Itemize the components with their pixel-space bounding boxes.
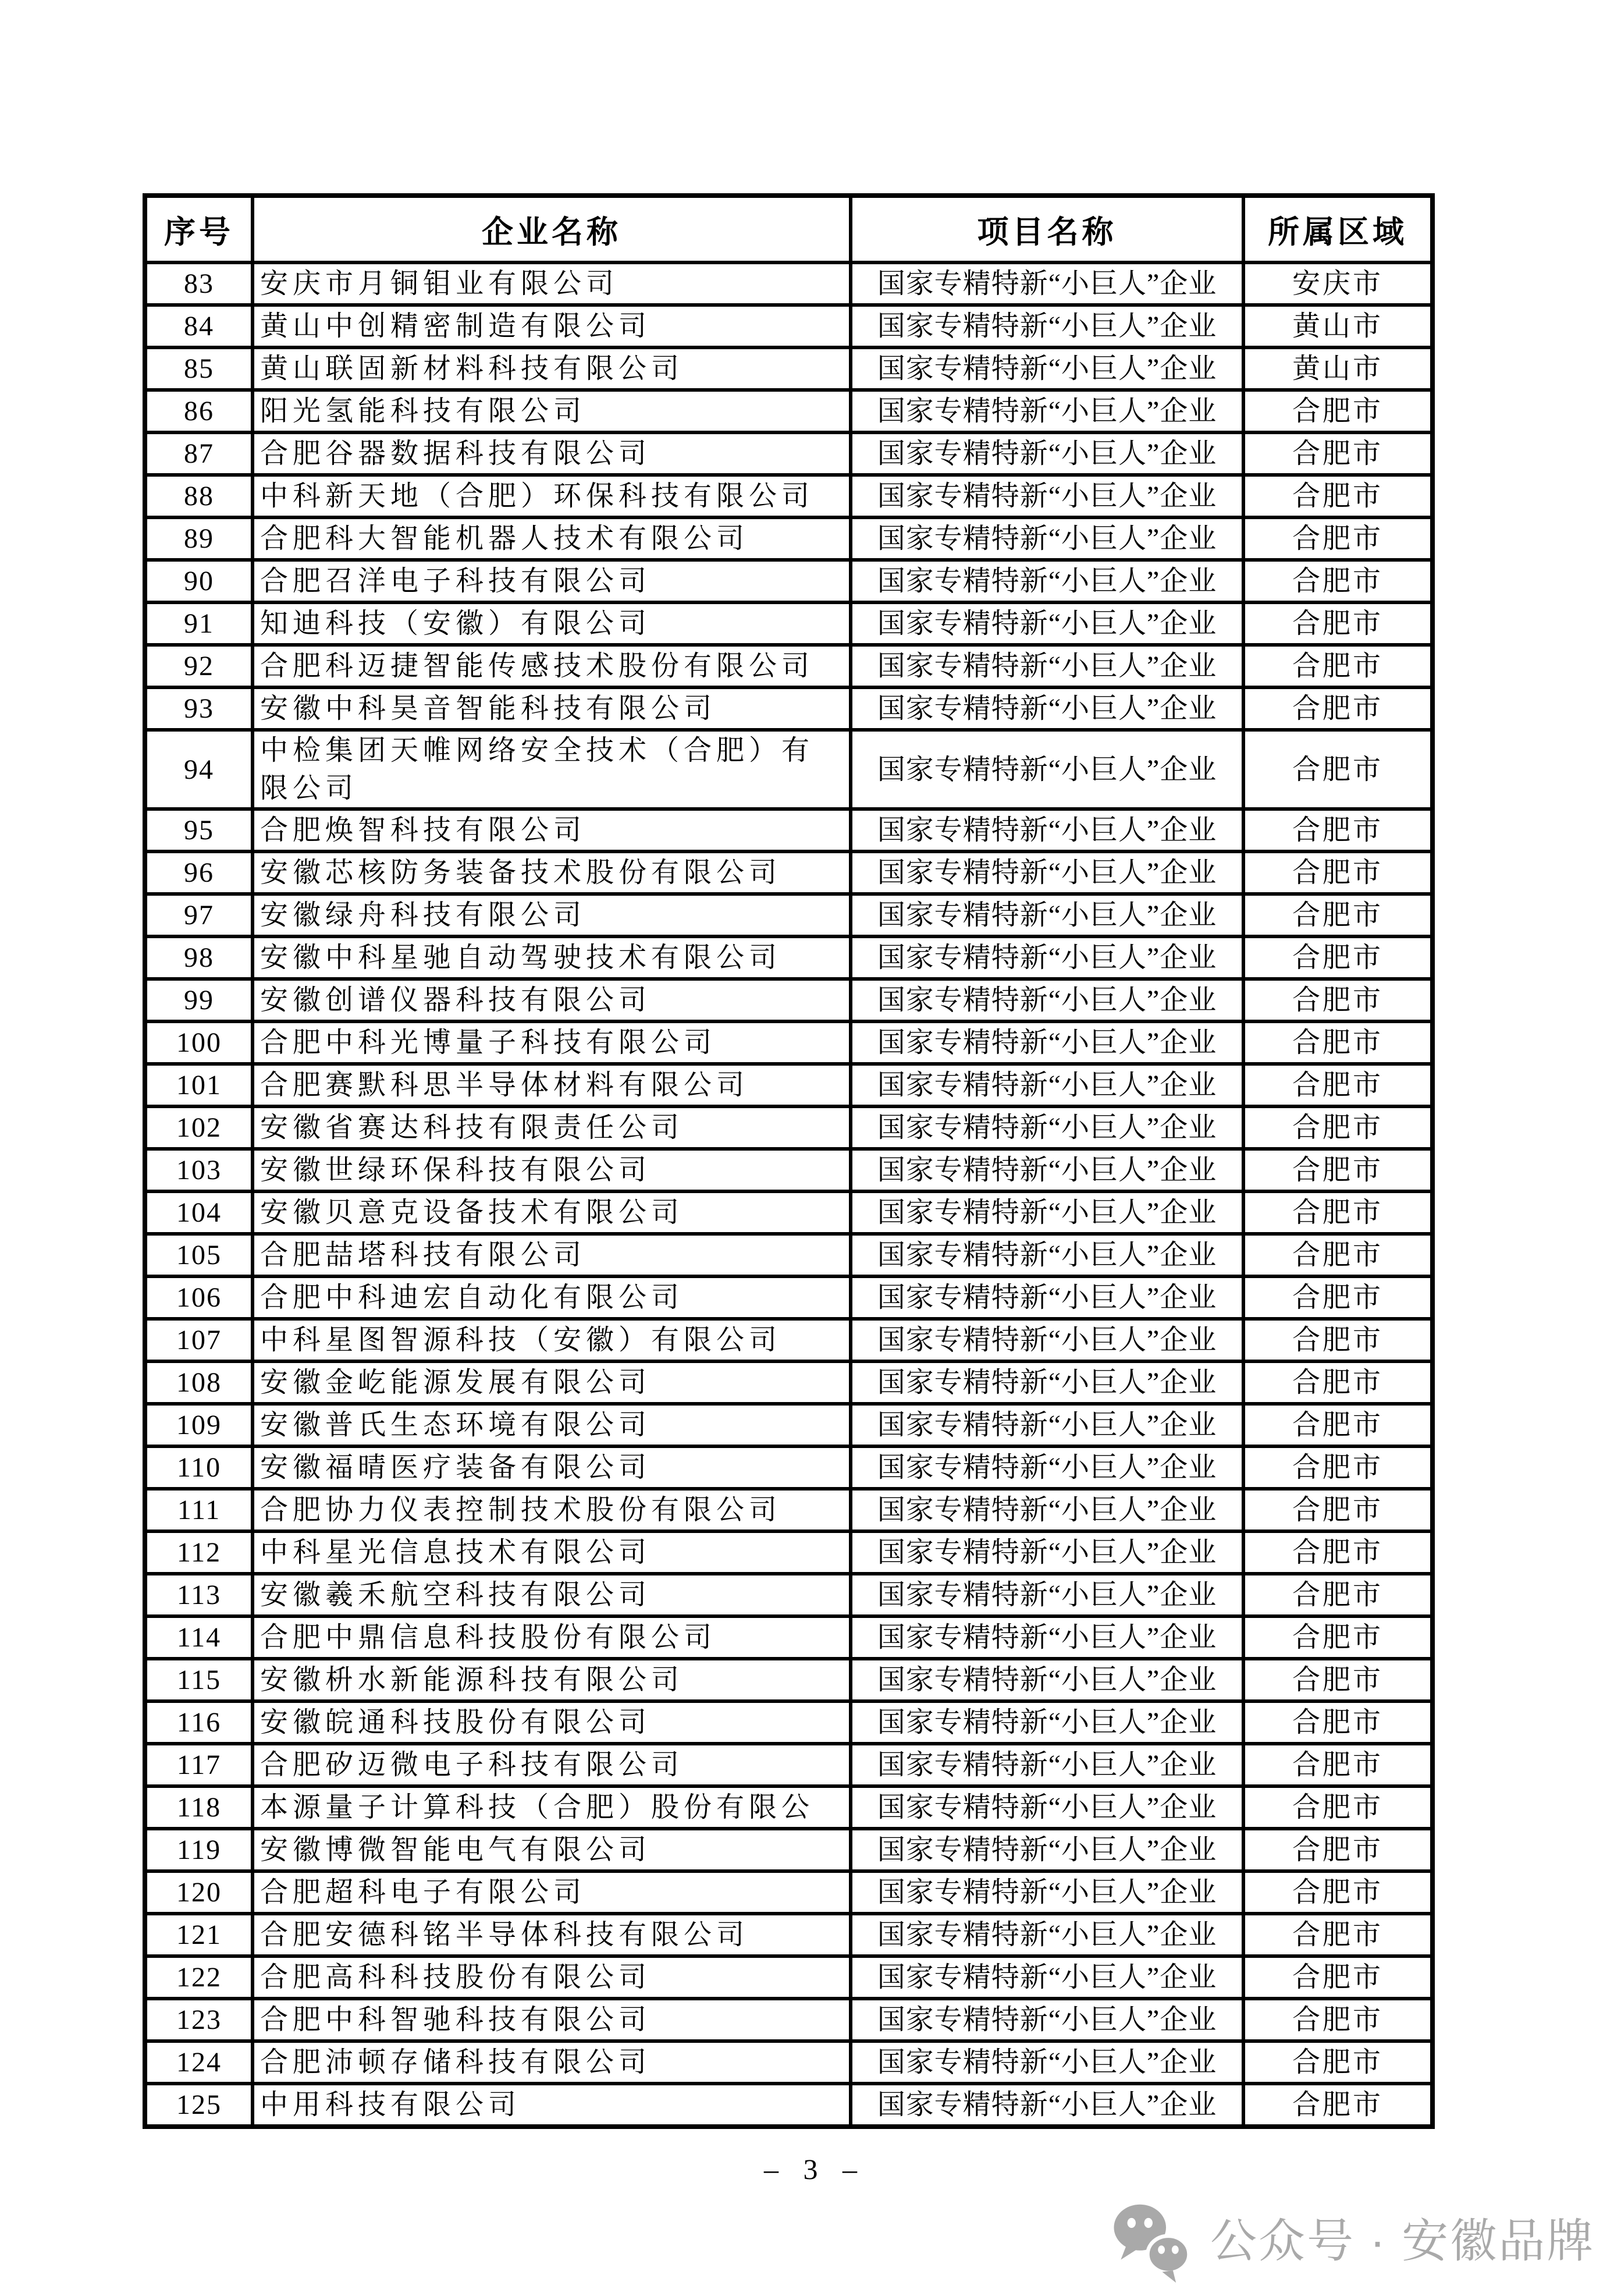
cell-region: 黄山市 (1243, 347, 1432, 390)
cell-region: 合肥市 (1243, 1786, 1432, 1829)
cell-region: 合肥市 (1243, 1191, 1432, 1234)
cell-project: 国家专精特新“小巨人”企业 (851, 1744, 1243, 1786)
cell-no: 88 (145, 475, 253, 517)
cell-company: 安徽贝意克设备技术有限公司 (253, 1191, 851, 1234)
table-row (145, 262, 1432, 305)
cell-project: 国家专精特新“小巨人”企业 (851, 1361, 1243, 1404)
cell-company: 安徽中科昊音智能科技有限公司 (253, 687, 851, 730)
table-row (145, 390, 1432, 432)
cell-no: 84 (145, 305, 253, 347)
cell-project: 国家专精特新“小巨人”企业 (851, 1659, 1243, 1701)
table-row (145, 1956, 1432, 1999)
table-row (145, 936, 1432, 979)
cell-company: 黄山中创精密制造有限公司 (253, 305, 851, 347)
cell-project: 国家专精特新“小巨人”企业 (851, 894, 1243, 936)
table-row (145, 1191, 1432, 1234)
cell-project: 国家专精特新“小巨人”企业 (851, 687, 1243, 730)
cell-project: 国家专精特新“小巨人”企业 (851, 1404, 1243, 1446)
cell-company: 安徽中科星驰自动驾驶技术有限公司 (253, 936, 851, 979)
table-row (145, 2084, 1432, 2127)
cell-no: 103 (145, 1149, 253, 1191)
header-region: 所属区域 (1243, 196, 1432, 262)
table-row (145, 432, 1432, 475)
cell-project: 国家专精特新“小巨人”企业 (851, 1999, 1243, 2041)
cell-region: 黄山市 (1243, 305, 1432, 347)
cell-region: 合肥市 (1243, 1956, 1432, 1999)
cell-project: 国家专精特新“小巨人”企业 (851, 979, 1243, 1021)
table-row (145, 1234, 1432, 1276)
cell-project: 国家专精特新“小巨人”企业 (851, 1489, 1243, 1531)
table-row (145, 1744, 1432, 1786)
table-row (145, 1489, 1432, 1531)
cell-company: 安徽羲禾航空科技有限公司 (253, 1574, 851, 1616)
cell-project: 国家专精特新“小巨人”企业 (851, 851, 1243, 894)
cell-region: 安庆市 (1243, 262, 1432, 305)
cell-no: 118 (145, 1786, 253, 1829)
wechat-icon (1105, 2195, 1197, 2287)
table-row (145, 1149, 1432, 1191)
cell-project: 国家专精特新“小巨人”企业 (851, 730, 1243, 809)
cell-no: 123 (145, 1999, 253, 2041)
cell-no: 95 (145, 809, 253, 851)
table-row (145, 1021, 1432, 1064)
cell-region: 合肥市 (1243, 1616, 1432, 1659)
cell-project: 国家专精特新“小巨人”企业 (851, 936, 1243, 979)
cell-no: 117 (145, 1744, 253, 1786)
cell-no: 91 (145, 602, 253, 645)
table-row (145, 1361, 1432, 1404)
cell-company: 安庆市月铜钼业有限公司 (253, 262, 851, 305)
cell-no: 124 (145, 2041, 253, 2084)
table-row (145, 305, 1432, 347)
header-serial-number: 序号 (145, 196, 253, 262)
cell-region: 合肥市 (1243, 1106, 1432, 1149)
table-row (145, 687, 1432, 730)
table-row (145, 730, 1432, 809)
cell-region: 合肥市 (1243, 1914, 1432, 1956)
cell-region: 合肥市 (1243, 1744, 1432, 1786)
table-row (145, 517, 1432, 560)
cell-project: 国家专精特新“小巨人”企业 (851, 1701, 1243, 1744)
cell-region: 合肥市 (1243, 1234, 1432, 1276)
cell-no: 99 (145, 979, 253, 1021)
cell-project: 国家专精特新“小巨人”企业 (851, 1149, 1243, 1191)
cell-company: 合肥中科迪宏自动化有限公司 (253, 1276, 851, 1319)
cell-project: 国家专精特新“小巨人”企业 (851, 1914, 1243, 1956)
cell-region: 合肥市 (1243, 1574, 1432, 1616)
cell-region: 合肥市 (1243, 1064, 1432, 1106)
cell-region: 合肥市 (1243, 1319, 1432, 1361)
cell-region: 合肥市 (1243, 687, 1432, 730)
watermark-text: 公众号 · 安徽品牌 (1210, 2215, 1595, 2267)
cell-no: 107 (145, 1319, 253, 1361)
cell-company: 合肥高科科技股份有限公司 (253, 1956, 851, 1999)
cell-no: 114 (145, 1616, 253, 1659)
cell-company: 合肥中科光博量子科技有限公司 (253, 1021, 851, 1064)
cell-no: 85 (145, 347, 253, 390)
cell-no: 108 (145, 1361, 253, 1404)
cell-project: 国家专精特新“小巨人”企业 (851, 475, 1243, 517)
cell-no: 98 (145, 936, 253, 979)
cell-project: 国家专精特新“小巨人”企业 (851, 390, 1243, 432)
cell-company: 安徽芯核防务装备技术股份有限公司 (253, 851, 851, 894)
cell-project: 国家专精特新“小巨人”企业 (851, 1106, 1243, 1149)
cell-project: 国家专精特新“小巨人”企业 (851, 1871, 1243, 1914)
cell-company: 合肥中鼎信息科技股份有限公司 (253, 1616, 851, 1659)
cell-company: 安徽创谱仪器科技有限公司 (253, 979, 851, 1021)
cell-project: 国家专精特新“小巨人”企业 (851, 1234, 1243, 1276)
table-body (145, 262, 1432, 2127)
cell-no: 94 (145, 730, 253, 809)
cell-no: 100 (145, 1021, 253, 1064)
cell-project: 国家专精特新“小巨人”企业 (851, 347, 1243, 390)
cell-company: 合肥协力仪表控制技术股份有限公司 (253, 1489, 851, 1531)
cell-company: 安徽普氏生态环境有限公司 (253, 1404, 851, 1446)
table-row (145, 475, 1432, 517)
cell-region: 合肥市 (1243, 851, 1432, 894)
cell-project: 国家专精特新“小巨人”企业 (851, 262, 1243, 305)
cell-project: 国家专精特新“小巨人”企业 (851, 1574, 1243, 1616)
cell-no: 121 (145, 1914, 253, 1956)
table-row (145, 1531, 1432, 1574)
cell-region: 合肥市 (1243, 1659, 1432, 1701)
table-row (145, 1574, 1432, 1616)
header-project-name: 项目名称 (851, 196, 1243, 262)
cell-project: 国家专精特新“小巨人”企业 (851, 809, 1243, 851)
table-row (145, 602, 1432, 645)
cell-project: 国家专精特新“小巨人”企业 (851, 1319, 1243, 1361)
cell-region: 合肥市 (1243, 1489, 1432, 1531)
table-row (145, 1701, 1432, 1744)
cell-no: 105 (145, 1234, 253, 1276)
cell-no: 87 (145, 432, 253, 475)
cell-company: 合肥赛默科思半导体材料有限公司 (253, 1064, 851, 1106)
cell-region: 合肥市 (1243, 602, 1432, 645)
cell-region: 合肥市 (1243, 1999, 1432, 2041)
page-number: – 3 – (764, 2153, 857, 2185)
table-row (145, 645, 1432, 687)
cell-company: 安徽福晴医疗装备有限公司 (253, 1446, 851, 1489)
header-company-name: 企业名称 (253, 196, 851, 262)
table-row (145, 347, 1432, 390)
cell-company: 合肥焕智科技有限公司 (253, 809, 851, 851)
cell-region: 合肥市 (1243, 1829, 1432, 1871)
cell-region: 合肥市 (1243, 979, 1432, 1021)
cell-project: 国家专精特新“小巨人”企业 (851, 517, 1243, 560)
cell-project: 国家专精特新“小巨人”企业 (851, 2041, 1243, 2084)
table-row (145, 1659, 1432, 1701)
table-row (145, 1404, 1432, 1446)
cell-project: 国家专精特新“小巨人”企业 (851, 645, 1243, 687)
table-header-row (145, 196, 1432, 262)
table-row (145, 1064, 1432, 1106)
table-row (145, 1106, 1432, 1149)
table-row (145, 1616, 1432, 1659)
table-row (145, 1914, 1432, 1956)
table-row (145, 1786, 1432, 1829)
cell-region: 合肥市 (1243, 1021, 1432, 1064)
cell-project: 国家专精特新“小巨人”企业 (851, 1064, 1243, 1106)
table-row (145, 1871, 1432, 1914)
cell-company: 合肥科迈捷智能传感技术股份有限公司 (253, 645, 851, 687)
cell-no: 97 (145, 894, 253, 936)
cell-region: 合肥市 (1243, 936, 1432, 979)
cell-region: 合肥市 (1243, 1361, 1432, 1404)
cell-no: 86 (145, 390, 253, 432)
cell-project: 国家专精特新“小巨人”企业 (851, 1191, 1243, 1234)
cell-project: 国家专精特新“小巨人”企业 (851, 432, 1243, 475)
cell-region: 合肥市 (1243, 517, 1432, 560)
cell-company: 合肥超科电子有限公司 (253, 1871, 851, 1914)
enterprise-table (143, 193, 1435, 2129)
cell-company: 安徽博微智能电气有限公司 (253, 1829, 851, 1871)
cell-company: 安徽省赛达科技有限责任公司 (253, 1106, 851, 1149)
cell-company: 中用科技有限公司 (253, 2084, 851, 2127)
table-row (145, 1829, 1432, 1871)
cell-region: 合肥市 (1243, 2084, 1432, 2127)
cell-company: 合肥谷器数据科技有限公司 (253, 432, 851, 475)
cell-region: 合肥市 (1243, 809, 1432, 851)
cell-region: 合肥市 (1243, 2041, 1432, 2084)
cell-region: 合肥市 (1243, 390, 1432, 432)
cell-company: 合肥召洋电子科技有限公司 (253, 560, 851, 602)
table-row (145, 1319, 1432, 1361)
table-row (145, 1276, 1432, 1319)
cell-region: 合肥市 (1243, 475, 1432, 517)
cell-no: 93 (145, 687, 253, 730)
cell-company: 中科新天地（合肥）环保科技有限公司 (253, 475, 851, 517)
cell-region: 合肥市 (1243, 1149, 1432, 1191)
cell-region: 合肥市 (1243, 730, 1432, 809)
cell-company: 中科星图智源科技（安徽）有限公司 (253, 1319, 851, 1361)
cell-region: 合肥市 (1243, 1701, 1432, 1744)
cell-company: 本源量子计算科技（合肥）股份有限公 (253, 1786, 851, 1829)
cell-company: 合肥沛顿存储科技有限公司 (253, 2041, 851, 2084)
cell-company: 安徽枡水新能源科技有限公司 (253, 1659, 851, 1701)
cell-project: 国家专精特新“小巨人”企业 (851, 602, 1243, 645)
cell-project: 国家专精特新“小巨人”企业 (851, 1276, 1243, 1319)
cell-no: 113 (145, 1574, 253, 1616)
cell-no: 122 (145, 1956, 253, 1999)
cell-project: 国家专精特新“小巨人”企业 (851, 305, 1243, 347)
cell-project: 国家专精特新“小巨人”企业 (851, 1956, 1243, 1999)
table-row (145, 560, 1432, 602)
cell-project: 国家专精特新“小巨人”企业 (851, 1021, 1243, 1064)
cell-region: 合肥市 (1243, 894, 1432, 936)
cell-project: 国家专精特新“小巨人”企业 (851, 2084, 1243, 2127)
cell-project: 国家专精特新“小巨人”企业 (851, 1616, 1243, 1659)
cell-project: 国家专精特新“小巨人”企业 (851, 560, 1243, 602)
watermark (1105, 2195, 1595, 2287)
cell-company: 合肥中科智驰科技有限公司 (253, 1999, 851, 2041)
cell-no: 110 (145, 1446, 253, 1489)
table-row (145, 1446, 1432, 1489)
table-row (145, 1999, 1432, 2041)
cell-no: 115 (145, 1659, 253, 1701)
cell-region: 合肥市 (1243, 432, 1432, 475)
cell-no: 96 (145, 851, 253, 894)
cell-no: 111 (145, 1489, 253, 1531)
cell-company: 安徽金屹能源发展有限公司 (253, 1361, 851, 1404)
cell-no: 104 (145, 1191, 253, 1234)
cell-no: 119 (145, 1829, 253, 1871)
cell-project: 国家专精特新“小巨人”企业 (851, 1446, 1243, 1489)
cell-project: 国家专精特新“小巨人”企业 (851, 1531, 1243, 1574)
table-row (145, 894, 1432, 936)
cell-company: 中检集团天帷网络安全技术（合肥）有限公司 (253, 730, 851, 809)
cell-region: 合肥市 (1243, 1404, 1432, 1446)
cell-no: 92 (145, 645, 253, 687)
cell-company: 安徽绿舟科技有限公司 (253, 894, 851, 936)
cell-no: 112 (145, 1531, 253, 1574)
cell-company: 合肥科大智能机器人技术有限公司 (253, 517, 851, 560)
cell-region: 合肥市 (1243, 560, 1432, 602)
cell-company: 黄山联固新材料科技有限公司 (253, 347, 851, 390)
cell-no: 89 (145, 517, 253, 560)
cell-region: 合肥市 (1243, 645, 1432, 687)
cell-company: 知迪科技（安徽）有限公司 (253, 602, 851, 645)
cell-project: 国家专精特新“小巨人”企业 (851, 1829, 1243, 1871)
table-row (145, 851, 1432, 894)
cell-no: 116 (145, 1701, 253, 1744)
cell-company: 阳光氢能科技有限公司 (253, 390, 851, 432)
table-row (145, 2041, 1432, 2084)
cell-region: 合肥市 (1243, 1276, 1432, 1319)
cell-no: 125 (145, 2084, 253, 2127)
cell-region: 合肥市 (1243, 1871, 1432, 1914)
cell-company: 中科星光信息技术有限公司 (253, 1531, 851, 1574)
cell-no: 90 (145, 560, 253, 602)
cell-no: 83 (145, 262, 253, 305)
cell-region: 合肥市 (1243, 1531, 1432, 1574)
cell-company: 安徽皖通科技股份有限公司 (253, 1701, 851, 1744)
cell-no: 120 (145, 1871, 253, 1914)
cell-project: 国家专精特新“小巨人”企业 (851, 1786, 1243, 1829)
cell-company: 合肥矽迈微电子科技有限公司 (253, 1744, 851, 1786)
cell-region: 合肥市 (1243, 1446, 1432, 1489)
cell-no: 102 (145, 1106, 253, 1149)
cell-company: 合肥安德科铭半导体科技有限公司 (253, 1914, 851, 1956)
cell-no: 101 (145, 1064, 253, 1106)
table-row (145, 979, 1432, 1021)
table-row (145, 809, 1432, 851)
cell-no: 106 (145, 1276, 253, 1319)
cell-company: 合肥喆塔科技有限公司 (253, 1234, 851, 1276)
cell-company: 安徽世绿环保科技有限公司 (253, 1149, 851, 1191)
cell-no: 109 (145, 1404, 253, 1446)
